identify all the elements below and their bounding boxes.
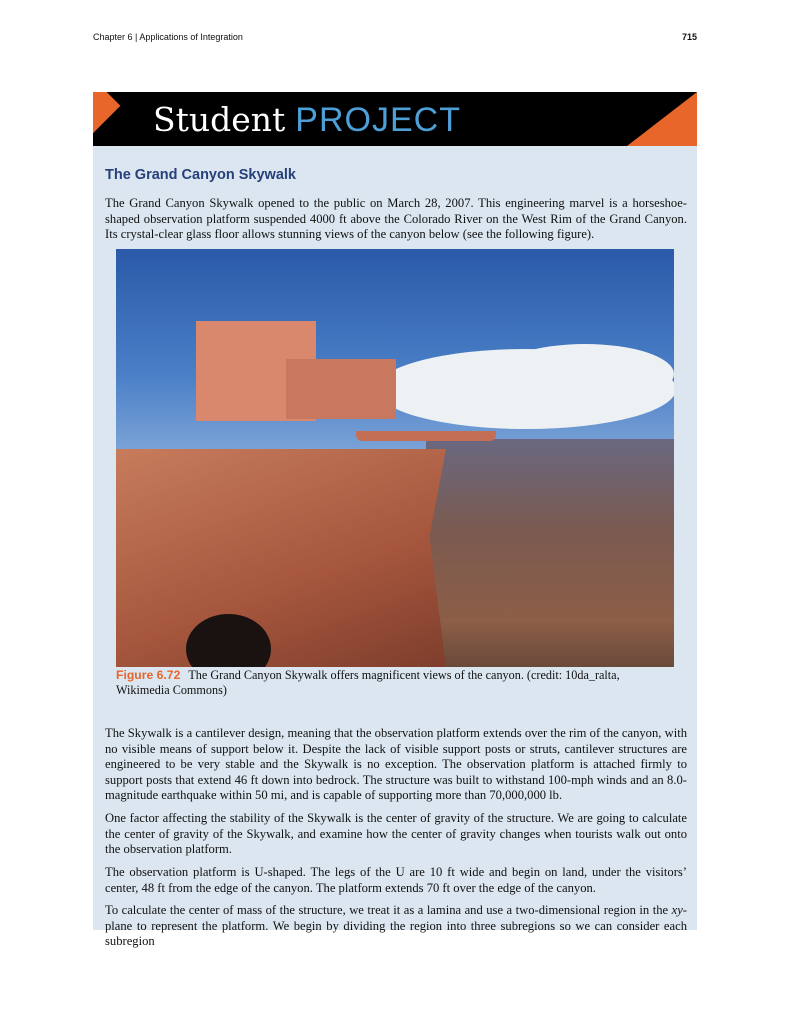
banner-word-student: Student <box>153 100 286 139</box>
paragraph-lamina <box>105 903 687 950</box>
intro-paragraph: The Grand Canyon Skywalk opened to the public on March 28, 2007. This engineering marvel is a horseshoe-shaped observation platform suspended 4000 ft above the Colorado River on the West Rim of the Grand Canyon. Its crystal-clear glass floor allows stunning views of the canyon below (see the following figure). <box>105 196 687 241</box>
lamina-text-1: To calculate the center of mass of the structure, we treat it as a lamina and use a two-dimensional region in the <box>105 903 672 917</box>
student-project-box <box>93 92 697 948</box>
figure-label: Figure 6.72 <box>116 668 181 682</box>
cliff-rock <box>116 449 446 667</box>
paragraph-u-shape: The observation platform is U-shaped. The legs of the U are 10 ft wide and begin on land, under the visitors’ center, 48 ft from the edge of the canyon. The platform extends 70 ft over the edge of the canyon. <box>105 865 687 895</box>
project-banner <box>93 92 697 146</box>
skywalk-platform <box>356 431 496 441</box>
banner-word-project: PROJECT <box>295 101 461 139</box>
skywalk-photo <box>116 249 674 667</box>
paragraph-center-of-gravity: One factor affecting the stability of the Skywalk is the center of gravity of the structure. We are going to calculate the center of gravity of the Skywalk, and examine how the center of gravity changes when tourists walk out onto the observation platform. <box>105 811 687 856</box>
paragraph-cantilever: The Skywalk is a cantilever design, meaning that the observation platform extends over the rim of the canyon, with no visible means of support below it. Despite the lack of visible support posts or struts, cantilever structures are engineered to be very stable and the Skywalk is no exception. The observation platform is attached firmly to support posts that extend 46 ft down into bedrock. The structure was built to withstand 100-mph winds and an 8.0-magnitude earthquake within 50 mi, and is capable of supporting more than 70,000,000 lb. <box>105 726 687 802</box>
banner-accent-stripe <box>93 92 120 146</box>
section-title: The Grand Canyon Skywalk <box>105 167 296 183</box>
figure-caption-text: The Grand Canyon Skywalk offers magnificent views of the canyon. (credit: 10da_ralta, Wikimedia Commons) <box>116 668 620 697</box>
banner-accent-corner <box>627 92 697 146</box>
lamina-text-italic: xy <box>671 903 683 917</box>
canyon-walls <box>426 439 674 667</box>
banner-title <box>153 96 461 143</box>
lamina-text-2: -plane to represent the platform. We begin by dividing the region into three subregions so we can consider each subregion <box>105 903 687 948</box>
page-number: 715 <box>681 32 697 42</box>
figure-caption <box>116 668 676 698</box>
running-head-chapter: Chapter 6 | Applications of Integration <box>93 32 243 42</box>
cloud <box>496 344 674 404</box>
visitor-center-wing <box>286 359 396 419</box>
